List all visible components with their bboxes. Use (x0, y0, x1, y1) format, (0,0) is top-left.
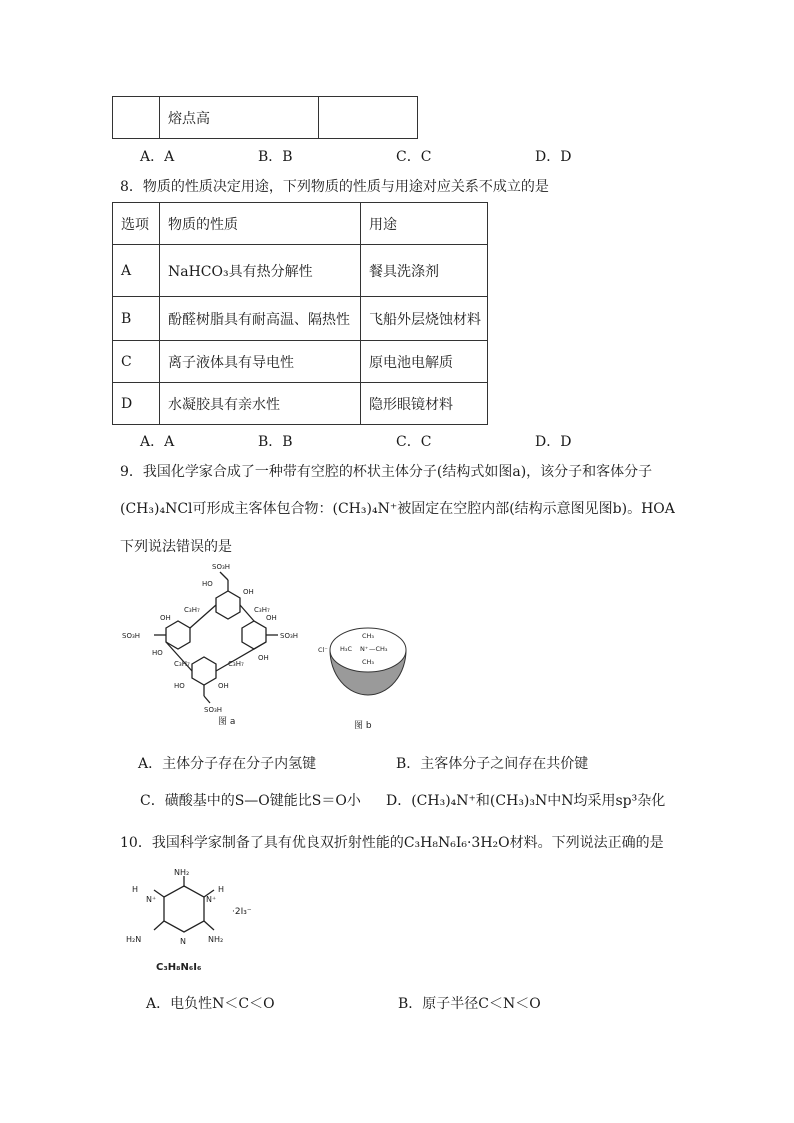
q8-option-b: B．B (258, 434, 293, 450)
label-oh-left: OH (160, 614, 171, 622)
label-so3h-left: SO₃H (122, 632, 141, 640)
triazine-ring (164, 886, 204, 932)
label-so3h-right: SO₃H (280, 632, 299, 640)
q8-row-c-use: 原电池电解质 (361, 341, 488, 383)
top-table-cell-property: 熔点高 (160, 97, 319, 139)
q8-header-option: 选项 (113, 203, 160, 245)
top-table-cell-empty (113, 97, 160, 139)
label-c3h7-4: C₃H₇ (228, 660, 244, 668)
q10-stem: 10．我国科学家制备了具有优良双折射性能的C₃H₈N₆I₆·3H₂O材料。下列说法正确的是 (120, 835, 664, 851)
label-ho-top: HO (202, 580, 213, 588)
label-n-plus: N⁺ (360, 645, 369, 653)
aromatic-ring-left (166, 621, 190, 649)
figure-a-calixarene-structure (118, 560, 318, 725)
label-h2n: H₂N (126, 935, 142, 944)
label-ho-left: HO (152, 649, 163, 657)
figure-b-caption: 图 b (354, 721, 372, 731)
q10-option-b: B．原子半径C＜N＜O (398, 996, 541, 1012)
label-h-right: H (218, 885, 225, 894)
label-c3h7-1: C₃H₇ (184, 606, 200, 614)
q8-row-d-option: D (113, 383, 160, 425)
q8-option-a: A．A (140, 434, 175, 450)
aromatic-ring-bottom (192, 657, 216, 685)
q8-row-a-property: NaHCO₃具有热分解性 (160, 245, 361, 297)
label-ch3-right: —CH₃ (369, 645, 388, 653)
q8-row-c-property: 离子液体具有导电性 (160, 341, 361, 383)
label-oh-top: OH (243, 588, 254, 596)
q8-table (112, 202, 488, 425)
q8-stem: 8．物质的性质决定用途，下列物质的性质与用途对应关系不成立的是 (120, 179, 549, 195)
q8-option-c: C．C (396, 434, 432, 450)
label-c3h7-3: C₃H₇ (174, 660, 190, 668)
q9-stem-line-3: 下列说法错误的是 (120, 539, 232, 555)
q7-option-a: A．A (140, 149, 175, 165)
label-c3h7-2: C₃H₇ (254, 606, 270, 614)
label-h3c: H₃C (340, 645, 353, 653)
label-n-plus-right: N⁺ (206, 895, 217, 904)
label-i3: ·2I₃⁻ (232, 907, 252, 917)
label-so3h-bottom: SO₃H (204, 706, 223, 714)
q8-row-b-use: 飞船外层烧蚀材料 (361, 297, 488, 341)
label-so3h-top: SO₃H (212, 563, 231, 571)
aromatic-ring-top (216, 591, 240, 619)
q9-option-d: D．(CH₃)₄N⁺和(CH₃)₃N中N均采用sp³杂化 (386, 793, 666, 809)
q8-row-a-use: 餐具洗涤剂 (361, 245, 488, 297)
label-n-bottom: N (180, 937, 186, 946)
label-ch3-bottom: CH₃ (362, 658, 375, 666)
label-ho-bottom: HO (174, 682, 185, 690)
label-oh-bottom: OH (218, 682, 229, 690)
figure-a-caption: 图 a (218, 717, 236, 725)
q8-row-b-option: B (113, 297, 160, 341)
q8-header-use: 用途 (361, 203, 488, 245)
q9-option-c: C．磺酸基中的S—O键能比S＝O小 (140, 793, 361, 809)
q9-stem-line-1: 9．我国化学家合成了一种带有空腔的杯状主体分子(结构式如图a)，该分子和客体分子 (120, 464, 653, 480)
label-n-plus-left: N⁺ (146, 895, 157, 904)
q10-option-a: A．电负性N＜C＜O (146, 996, 275, 1012)
q8-option-d: D．D (535, 434, 572, 450)
q9-option-b: B．主客体分子之间存在共价键 (396, 756, 589, 772)
q7-option-b: B．B (258, 149, 293, 165)
q8-header-property: 物质的性质 (160, 203, 361, 245)
label-ch3-top: CH₃ (362, 632, 375, 640)
label-oh-right: OH (266, 614, 277, 622)
q8-row-c-option: C (113, 341, 160, 383)
q9-stem-line-2: (CH₃)₄NCl可形成主客体包合物：(CH₃)₄N⁺被固定在空腔内部(结构示意图见图b)。HOA (120, 501, 675, 517)
figure-melamine-cation-structure (118, 866, 278, 984)
top-table-cell-use (319, 97, 418, 139)
label-oh-right-2: OH (258, 654, 269, 662)
figure-b-host-guest-schematic (318, 620, 418, 732)
q7-option-d: D．D (535, 149, 572, 165)
label-nh2-top: NH₂ (174, 868, 190, 877)
top-table (112, 96, 418, 139)
formula-caption: C₃H₈N₆I₆ (156, 962, 202, 973)
q8-row-b-property: 酚醛树脂具有耐高温、隔热性 (160, 297, 361, 341)
q8-row-a-option: A (113, 245, 160, 297)
label-h-left: H (132, 885, 139, 894)
label-nh2-right: NH₂ (208, 935, 224, 944)
q8-row-d-property: 水凝胶具有亲水性 (160, 383, 361, 425)
q9-option-a: A．主体分子存在分子内氢键 (138, 756, 317, 772)
q7-option-c: C．C (396, 149, 432, 165)
q8-row-d-use: 隐形眼镜材料 (361, 383, 488, 425)
label-chloride: Cl⁻ (318, 646, 328, 654)
